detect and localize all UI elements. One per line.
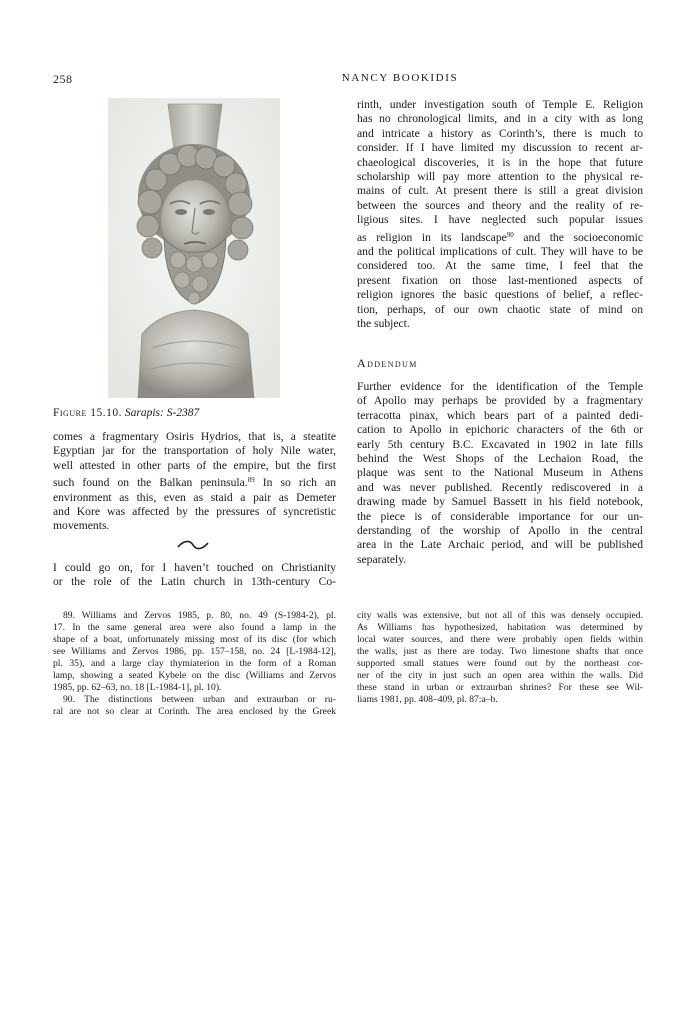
footnote-line: lamp, showing a seated Kybele on the disc (Williams and Zervos	[53, 670, 336, 681]
figure-title: Sarapis: S-2387	[124, 407, 200, 419]
text-line: I could go on, for I haven’t touched on Christianity	[53, 561, 336, 574]
figure-caption	[53, 407, 199, 419]
text-line: early 5th century B.C. Excavated in 1902 in late fills	[357, 437, 643, 451]
text-line: ligious sites. I have neglected such popular issues	[357, 213, 643, 227]
text-line: comes a fragmentary Osiris Hydrios, that is, a steatite	[53, 430, 336, 443]
footnotes-right	[357, 610, 643, 706]
text-line: rinth, under investigation south of Temple E. Religion	[357, 98, 643, 111]
text-line: scholarship will pay more attention to the physical re-	[357, 170, 643, 184]
text-line: Further evidence for the identification of the Temple	[357, 380, 643, 393]
text-line: religion ignores the basic questions of belief, a reflec-	[357, 288, 643, 302]
footnote-line: city walls was extensive, but not all of this was densely occupied.	[357, 610, 643, 621]
text-line: between the sources and theory and the reality of re-	[357, 198, 643, 212]
footnote-line: 89. Williams and Zervos 1985, p. 80, no. 49 (S-1984-2), pl.	[63, 610, 336, 621]
footnotes-left	[53, 610, 336, 718]
footnote-line: As Williams has hypothesized, habitation was determined by	[357, 622, 643, 633]
text-segment: In so rich an	[254, 476, 336, 490]
page-number: 258	[53, 72, 73, 86]
footnote-line: ner of the city in just such an open area within the walls. Did	[357, 670, 643, 681]
addendum-text	[357, 380, 643, 567]
text-line: and intricate a history as Corinth’s, there is much to	[357, 126, 643, 140]
right-column-text	[357, 98, 643, 332]
text-line: drawing made by Samuel Bassett in his field notebook,	[357, 495, 643, 509]
text-line: behind the West Shops of the Lechaion Road, the	[357, 452, 643, 466]
text-line: terracotta pinax, which bears part of a painted dedi-	[357, 408, 643, 422]
text-line	[357, 228, 643, 245]
footnote-line: liams 1981, pp. 408–409, pl. 87:a–b.	[357, 694, 498, 705]
text-line: or the role of the Latin church in 13th-century Co-	[53, 575, 336, 589]
text-line: and was never published. Recently rediscovered in a	[357, 480, 643, 494]
text-line: separately.	[357, 552, 407, 566]
footnote-line: local water sources, and there were probably open fields within	[357, 634, 643, 645]
text-line: the subject.	[357, 317, 410, 331]
footnote-line: see Williams and Zervos 1986, pp. 157–158, no. 24 [L-1984-12],	[53, 646, 336, 657]
text-line: mains of cult. At present there is still a great division	[357, 184, 643, 198]
text-line: consider. If I have limited my discussion to recent ar-	[357, 141, 643, 155]
text-line: the piece is of considerable importance for our un-	[357, 509, 643, 523]
running-head-author: NANCY BOOKIDIS	[341, 72, 459, 84]
sarapis-head-image	[108, 98, 280, 398]
text-line: and the political implications of cult. They will have to be	[357, 245, 643, 259]
text-line: environment as this, even as staid a pair as Demeter	[53, 490, 336, 504]
text-line: Egyptian jar for the transportation of holy Nile water,	[53, 444, 336, 458]
footnote-line: shape of a boat, unfortunately missing most of its disc (for which	[53, 634, 336, 645]
text-line: and Kore was affected by the pressures of syncretistic	[53, 505, 336, 519]
footnote-line: 90. The distinctions between urban and extraurban or ru-	[63, 694, 336, 705]
section-break-ornament	[176, 538, 210, 552]
footnote-ref-89: 89	[247, 476, 255, 485]
footnote-line: these stand in urban or extraurban shrines? For these see Wil-	[357, 682, 643, 693]
text-segment: as religion in its landscape	[357, 230, 507, 244]
text-line	[53, 473, 336, 490]
footnote-line: pl. 35), and a large clay thymiaterion in the form of a Roman	[53, 658, 336, 669]
text-line: cation to Apollo in epichoric characters of the 6th or	[357, 423, 643, 437]
text-segment: and the socioeconomic	[513, 230, 644, 244]
left-column-text-continued	[53, 561, 336, 590]
text-line: considered too. At the same time, I feel that the	[357, 259, 643, 273]
text-line: tion, perhaps, of our own chaotic state of mind on	[357, 302, 643, 316]
text-line: derstanding of the worship of Apollo in the central	[357, 524, 643, 538]
figure-label: Figure 15.10.	[53, 407, 122, 419]
footnote-line: supported small statues were found out by the northeast cor-	[357, 658, 643, 669]
text-line: present fixation on those last-mentioned aspects of	[357, 273, 643, 287]
addendum-heading: Addendum	[357, 356, 418, 370]
footnote-line: ral are not so clear at Corinth. The area enclosed by the Greek	[53, 706, 336, 717]
text-line: movements.	[53, 519, 110, 533]
text-line: area in the Late Archaic period, and will be published	[357, 538, 643, 552]
footnote-line: the walls, just as there are today. Two limestone shafts that once	[357, 646, 643, 657]
footnote-ref-90: 90	[506, 230, 514, 239]
figure-photograph	[108, 98, 280, 398]
footnote-line: 1985, pp. 62–63, no. 18 [L-1984-1], pl. 10).	[53, 682, 222, 693]
text-line: of Apollo may perhaps be provided by a fragmentary	[357, 394, 643, 408]
text-line: chaeological discoveries, it is in the hope that future	[357, 155, 643, 169]
text-line: plaque was sent to the National Museum in Athens	[357, 466, 643, 480]
text-line: has no chronological limits, and in a city with as long	[357, 112, 643, 126]
text-segment: such found on the Balkan peninsula.	[53, 476, 248, 490]
footnote-line: 17. In the same general area were also found a lamp in the	[53, 622, 336, 633]
text-line: well attested in other parts of the empire, but the first	[53, 458, 336, 472]
left-column-text	[53, 430, 336, 534]
